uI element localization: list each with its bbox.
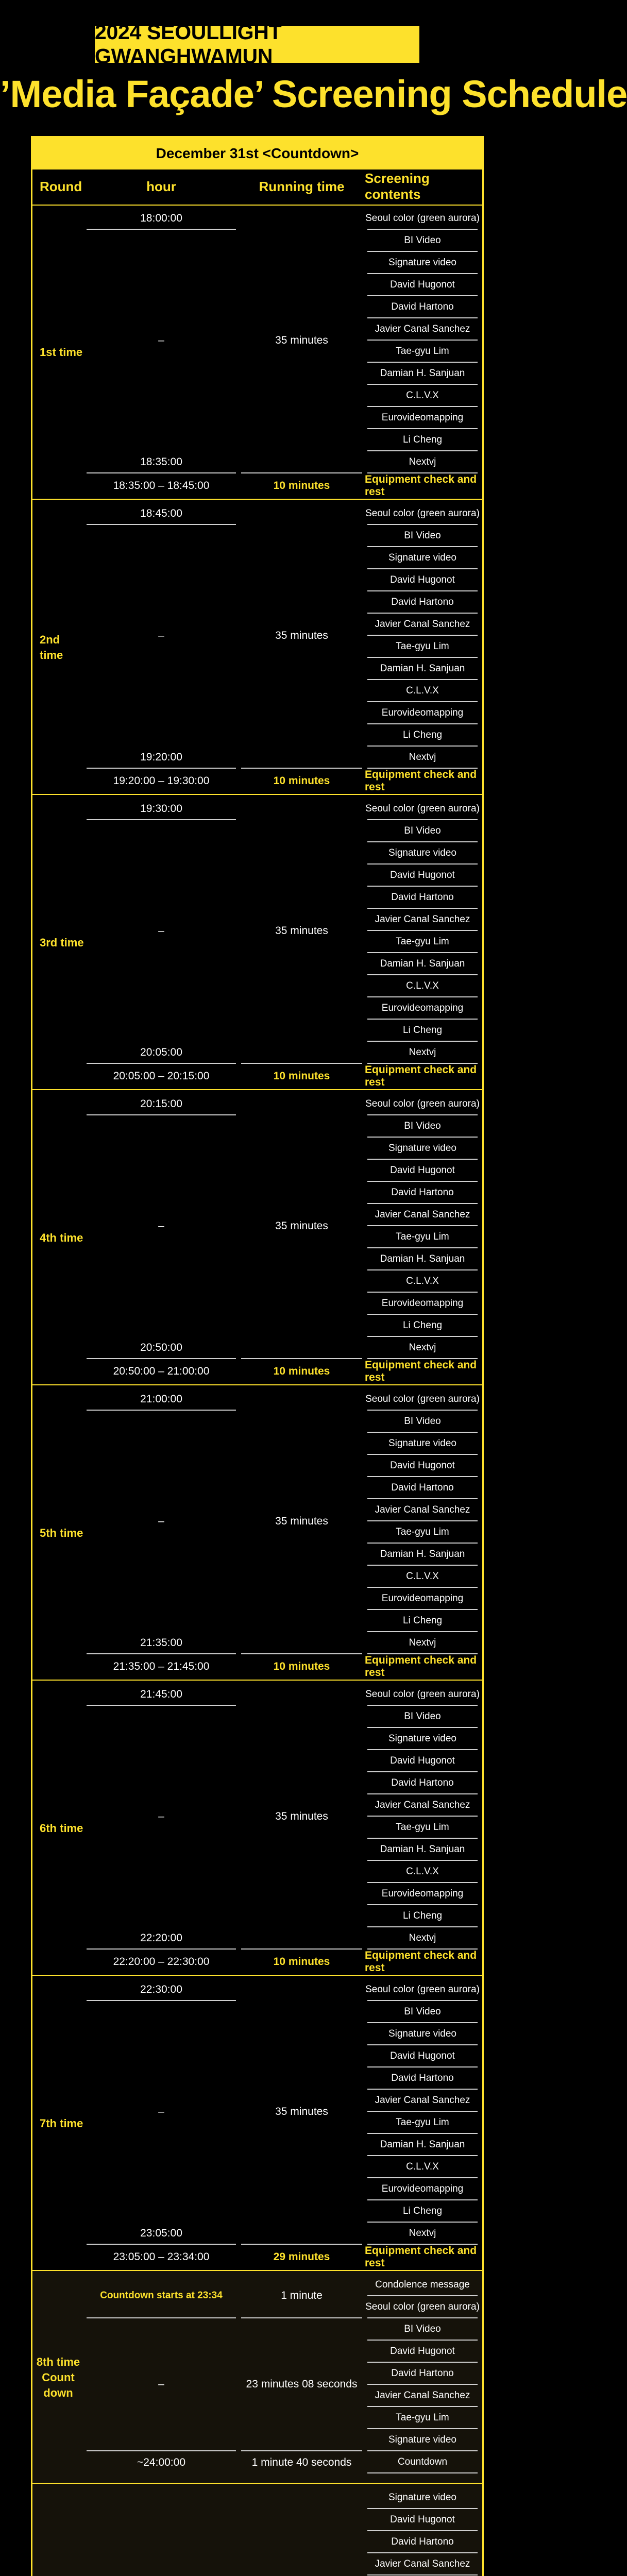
screening-item: Eurovideomapping — [367, 2178, 478, 2200]
screening-item: Damian H. Sanjuan — [367, 953, 478, 975]
break-time: 22:20:00 – 22:30:00 — [113, 1955, 210, 1968]
start-time: 18:00:00 — [87, 208, 236, 230]
time-range: – — [158, 334, 164, 346]
screening-item: Li Cheng — [367, 1020, 478, 1042]
screening-item: C.L.V.X — [367, 975, 478, 997]
screening-item: David Hartono — [367, 1772, 478, 1794]
end-time: 22:20:00 — [87, 1927, 236, 1950]
screening-item: Signature video — [367, 252, 478, 274]
screening-item: Signature video — [367, 2487, 478, 2509]
screening-item: Nextvj — [367, 1927, 478, 1950]
screening-item: Eurovideomapping — [367, 1883, 478, 1905]
end-time: 21:35:00 — [87, 1632, 236, 1654]
session-block-9th — [32, 2484, 482, 2576]
running-time: 35 minutes — [275, 1515, 328, 1527]
round-label: 3rd time — [40, 936, 84, 949]
round-label: 6th time — [40, 1821, 83, 1835]
break-content: Equipment check and rest — [365, 1063, 477, 1088]
running-time: 35 minutes — [275, 334, 328, 346]
screening-item: Signature video — [367, 1138, 478, 1160]
round-label: 1st time — [40, 345, 83, 359]
screening-item: Signature video — [367, 1433, 478, 1455]
countdown-start-running: 1 minute — [241, 2274, 362, 2318]
break-time: 20:50:00 – 21:00:00 — [113, 1365, 210, 1377]
screening-item: David Hugonot — [367, 274, 478, 296]
screening-item: Javier Canal Sanchez — [367, 909, 478, 931]
screening-item: Javier Canal Sanchez — [367, 614, 478, 636]
screening-item: BI Video — [367, 1115, 478, 1138]
running-time: 35 minutes — [275, 1220, 328, 1232]
screening-item: David Hartono — [367, 2363, 478, 2385]
screening-item: Signature video — [367, 842, 478, 865]
break-running-time: 29 minutes — [273, 2250, 330, 2263]
screening-item: David Hartono — [367, 2067, 478, 2090]
screening-item: C.L.V.X — [367, 1566, 478, 1588]
break-time: 20:05:00 – 20:15:00 — [113, 1070, 210, 1082]
screening-item: David Hugonot — [367, 1750, 478, 1772]
running-time-underline — [241, 1979, 362, 2245]
hour-underline — [87, 2487, 236, 2576]
time-range: – — [158, 1515, 164, 1527]
column-header-running-time: Running time — [259, 178, 345, 194]
schedule-table — [31, 136, 484, 2576]
break-content: Equipment check and rest — [365, 1359, 477, 1383]
session-block — [32, 1976, 482, 2271]
screening-item: David Hugonot — [367, 865, 478, 887]
screening-item: Tae-gyu Lim — [367, 1521, 478, 1544]
screening-item: BI Video — [367, 1411, 478, 1433]
running-time: 35 minutes — [275, 925, 328, 937]
event-tag: 2024 SEOULLIGHT GWANGHWAMUN — [95, 26, 419, 63]
screening-item: Javier Canal Sanchez — [367, 2385, 478, 2407]
screening-item: C.L.V.X — [367, 385, 478, 407]
break-running-time: 10 minutes — [273, 1955, 330, 1968]
time-range: – — [158, 925, 164, 937]
break-running-time: 10 minutes — [273, 479, 330, 492]
end-time: 19:20:00 — [87, 747, 236, 769]
countdown-block — [32, 2271, 482, 2484]
end-time: 18:35:00 — [87, 451, 236, 473]
screening-item: Javier Canal Sanchez — [367, 1204, 478, 1226]
screening-item: BI Video — [367, 525, 478, 547]
screening-item: David Hugonot — [367, 2509, 478, 2531]
break-running-time: 10 minutes — [273, 774, 330, 787]
screening-item: David Hugonot — [367, 569, 478, 591]
countdown-start: Countdown starts at 23:34 — [87, 2274, 236, 2318]
screening-item: Javier Canal Sanchez — [367, 2090, 478, 2112]
start-time: 21:00:00 — [87, 1388, 236, 1411]
screening-item: Tae-gyu Lim — [367, 341, 478, 363]
running-time-underline — [241, 1684, 362, 1950]
screening-item: Eurovideomapping — [367, 1293, 478, 1315]
break-running-time: 10 minutes — [273, 1070, 330, 1082]
start-time: 21:45:00 — [87, 1684, 236, 1706]
screening-item: Li Cheng — [367, 1610, 478, 1632]
running-time-underline — [241, 1093, 362, 1359]
screening-item: Li Cheng — [367, 429, 478, 451]
end-time: 20:50:00 — [87, 1337, 236, 1359]
column-header-contents: Screening contents — [365, 171, 430, 202]
screening-item: Eurovideomapping — [367, 702, 478, 724]
round-label: 2nd time — [40, 633, 63, 662]
screening-item: Tae-gyu Lim — [367, 931, 478, 953]
screening-item: Nextvj — [367, 2223, 478, 2245]
screening-item: BI Video — [367, 820, 478, 842]
screening-item: BI Video — [367, 230, 478, 252]
screening-item: Signature video — [367, 1728, 478, 1750]
start-time: 20:15:00 — [87, 1093, 236, 1115]
screening-item: David Hartono — [367, 887, 478, 909]
running-time-underline — [241, 208, 362, 473]
countdown-end: ~24:00:00 — [137, 2456, 185, 2468]
screening-item: Javier Canal Sanchez — [367, 318, 478, 341]
screening-item: Li Cheng — [367, 724, 478, 747]
screening-item: Damian H. Sanjuan — [367, 363, 478, 385]
screening-item: Nextvj — [367, 747, 478, 769]
column-header-row — [32, 170, 482, 206]
running-time-underline — [241, 2487, 362, 2576]
screening-item: Nextvj — [367, 451, 478, 473]
screening-item: Javier Canal Sanchez — [367, 2553, 478, 2575]
break-content: Equipment check and rest — [365, 473, 477, 498]
screening-item: David Hugonot — [367, 1160, 478, 1182]
session-block — [32, 1385, 482, 1681]
end-time: 20:05:00 — [87, 1042, 236, 1064]
screening-item: C.L.V.X — [367, 2156, 478, 2178]
screening-item: Li Cheng — [367, 1905, 478, 1927]
session-block — [32, 205, 482, 500]
screening-item: David Hartono — [367, 296, 478, 318]
screening-item: Damian H. Sanjuan — [367, 1248, 478, 1270]
screening-item: Javier Canal Sanchez — [367, 1794, 478, 1817]
running-time: 35 minutes — [275, 2106, 328, 2117]
break-time: 18:35:00 – 18:45:00 — [113, 479, 210, 492]
start-time: 19:30:00 — [87, 798, 236, 820]
screening-item: Tae-gyu Lim — [367, 1817, 478, 1839]
screening-item: Condolence message — [367, 2274, 478, 2296]
screening-item: BI Video — [367, 2001, 478, 2023]
screening-item: Damian H. Sanjuan — [367, 1839, 478, 1861]
screening-item: Nextvj — [367, 1632, 478, 1654]
running-time-underline — [241, 503, 362, 769]
screening-item: David Hartono — [367, 1477, 478, 1499]
start-time: 18:45:00 — [87, 503, 236, 525]
screening-item: Tae-gyu Lim — [367, 2407, 478, 2429]
break-content: Equipment check and rest — [365, 1654, 477, 1679]
screening-item: David Hugonot — [367, 2045, 478, 2067]
running-time: 35 minutes — [275, 1810, 328, 1822]
break-running-time: 10 minutes — [273, 1660, 330, 1672]
time-range: – — [87, 2318, 236, 2451]
break-time: 23:05:00 – 23:34:00 — [113, 2250, 210, 2263]
countdown-end-running: 1 minute 40 seconds — [251, 2456, 352, 2468]
break-time: 19:20:00 – 19:30:00 — [113, 774, 210, 787]
end-time: 23:05:00 — [87, 2223, 236, 2245]
round-label: 7th time — [40, 2116, 83, 2130]
break-content: Equipment check and rest — [365, 768, 477, 793]
screening-item: Signature video — [367, 547, 478, 569]
column-header-round: Round — [40, 178, 82, 194]
screening-item: Tae-gyu Lim — [367, 636, 478, 658]
running-time-underline — [241, 798, 362, 1064]
page-header — [0, 0, 627, 129]
screening-item: Countdown — [367, 2451, 478, 2473]
screening-item: Nextvj — [367, 1337, 478, 1359]
screening-item: Seoul color (green aurora) — [367, 1979, 478, 2001]
break-content: Equipment check and rest — [365, 1949, 477, 1974]
screening-item: Eurovideomapping — [367, 407, 478, 429]
screening-item: Signature video — [367, 2429, 478, 2451]
column-header-hour: hour — [146, 178, 176, 194]
screening-item: Seoul color (green aurora) — [367, 208, 478, 230]
screening-item: David Hugonot — [367, 2341, 478, 2363]
screening-item: C.L.V.X — [367, 1861, 478, 1883]
session-block — [32, 1090, 482, 1385]
screening-item: Damian H. Sanjuan — [367, 658, 478, 680]
session-block — [32, 795, 482, 1090]
session-block — [32, 1681, 482, 1976]
running-time: 35 minutes — [275, 630, 328, 641]
screening-item: Seoul color (green aurora) — [367, 1093, 478, 1115]
running-time-underline — [241, 1388, 362, 1654]
round-label: 8th time Count down — [36, 2355, 80, 2399]
time-range: – — [158, 2106, 164, 2117]
date-banner: December 31st <Countdown> — [32, 138, 482, 170]
screening-item: Tae-gyu Lim — [367, 2112, 478, 2134]
break-running-time: 10 minutes — [273, 1365, 330, 1377]
screening-item: David Hartono — [367, 2531, 478, 2553]
screening-item: Tae-gyu Lim — [367, 1226, 478, 1248]
screening-item: BI Video — [367, 1706, 478, 1728]
screening-item: C.L.V.X — [367, 1270, 478, 1293]
screening-item: Seoul color (green aurora) — [367, 2296, 478, 2318]
screening-item: Eurovideomapping — [367, 997, 478, 1020]
page-title: ’Media Façade’ Screening Schedule — [0, 73, 627, 115]
screening-item: David Hugonot — [367, 1455, 478, 1477]
countdown-range-running: 23 minutes 08 seconds — [241, 2318, 362, 2451]
round-label: 5th time — [40, 1526, 83, 1539]
screening-item: Li Cheng — [367, 2200, 478, 2223]
screening-item: Eurovideomapping — [367, 1588, 478, 1610]
screening-item: BI Video — [367, 2318, 478, 2341]
time-range: – — [158, 1220, 164, 1232]
break-time: 21:35:00 – 21:45:00 — [113, 1660, 210, 1672]
start-time: 22:30:00 — [87, 1979, 236, 2001]
round-label — [32, 2484, 84, 2576]
session-block — [32, 500, 482, 795]
break-content: Equipment check and rest — [365, 2244, 477, 2269]
screening-item: Seoul color (green aurora) — [367, 1388, 478, 1411]
time-range: – — [158, 1810, 164, 1822]
screening-item: Seoul color (green aurora) — [367, 798, 478, 820]
time-range: – — [158, 630, 164, 641]
screening-item: Damian H. Sanjuan — [367, 1544, 478, 1566]
round-label: 4th time — [40, 1231, 83, 1244]
screening-item: C.L.V.X — [367, 680, 478, 702]
screening-item: Seoul color (green aurora) — [367, 1684, 478, 1706]
screening-item: Li Cheng — [367, 1315, 478, 1337]
screening-item: Javier Canal Sanchez — [367, 1499, 478, 1521]
screening-item: Seoul color (green aurora) — [367, 503, 478, 525]
screening-item: David Hartono — [367, 591, 478, 614]
screening-item: Nextvj — [367, 1042, 478, 1064]
screening-item: Damian H. Sanjuan — [367, 2134, 478, 2156]
screening-item: David Hartono — [367, 1182, 478, 1204]
screening-item: Signature video — [367, 2023, 478, 2045]
